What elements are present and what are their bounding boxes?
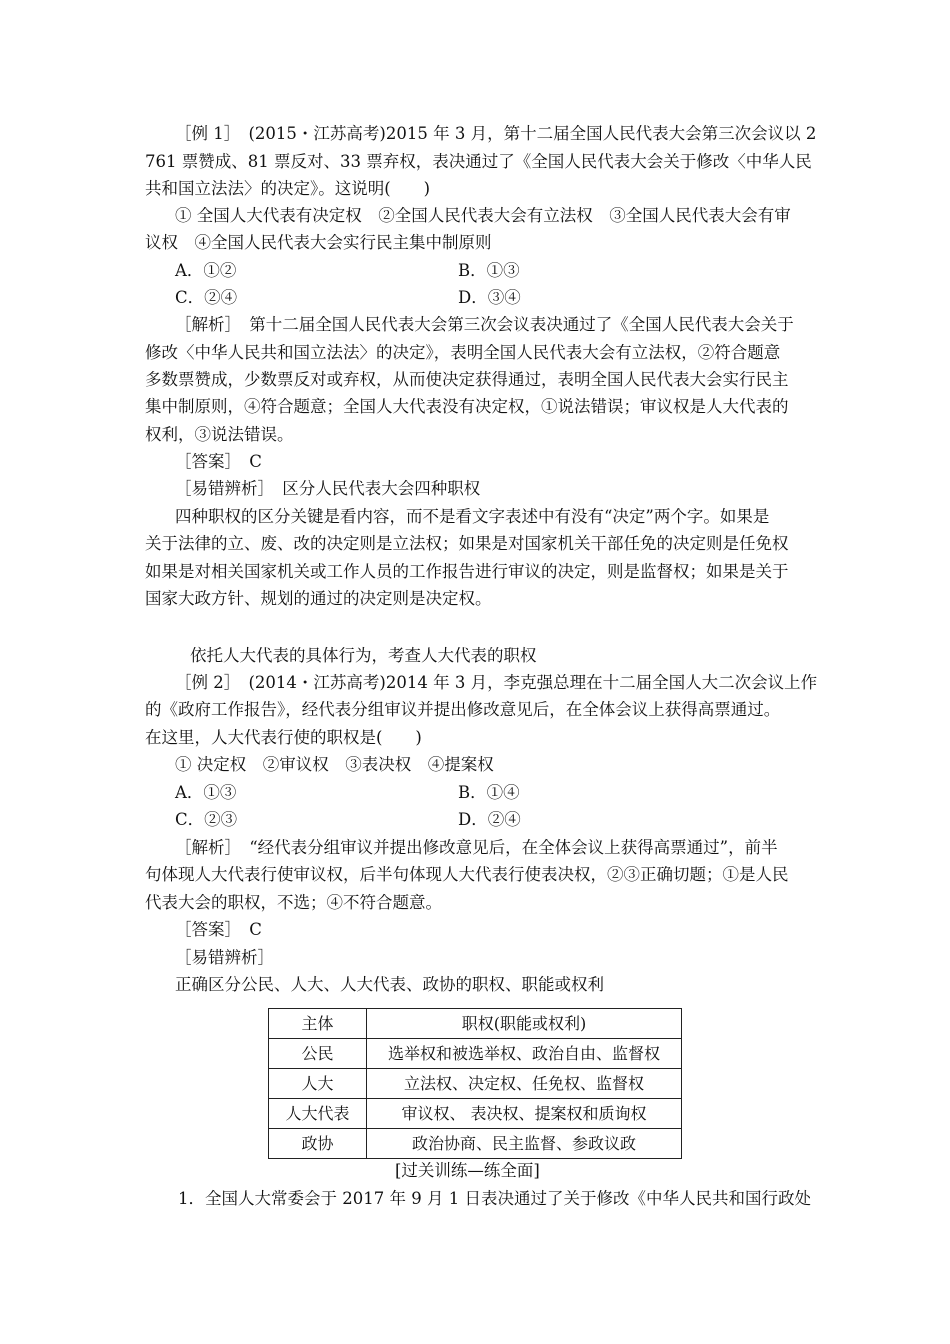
example2-line-3: 在这里，人大代表行使的职权是( ) bbox=[145, 728, 422, 747]
example2-option-b: B．①④ bbox=[458, 783, 520, 802]
table-cell-powers: 选举权和被选举权、政治自由、监督权 bbox=[367, 1039, 682, 1069]
table-cell-subject: 人大代表 bbox=[269, 1099, 367, 1129]
table-cell-powers: 审议权、 表决权、提案权和质询权 bbox=[367, 1099, 682, 1129]
example2-statements: ① 决定权 ②审议权 ③表决权 ④提案权 bbox=[175, 755, 494, 774]
example2-line-1: ［例 2］ (2014・江苏高考)2014 年 3 月，李克强总理在十二届全国人大二次会议上作 bbox=[175, 673, 818, 692]
example1-analysis-5: 权利，③说法错误。 bbox=[145, 425, 294, 444]
example2-answer: ［答案］ C bbox=[175, 920, 262, 939]
example1-error-body-3: 如果是对相关国家机关或工作人员的工作报告进行审议的决定，则是监督权；如果是关于 bbox=[145, 562, 789, 581]
table-row bbox=[269, 1069, 682, 1099]
example2-option-c: C．②③ bbox=[175, 810, 238, 829]
example2-option-a: A．①③ bbox=[175, 783, 237, 802]
example1-error-title: ［易错辨析］ 区分人民代表大会四种职权 bbox=[175, 479, 481, 498]
example2-error-title: ［易错辨析］ bbox=[175, 948, 274, 967]
table-cell-subject: 政协 bbox=[269, 1129, 367, 1159]
example1-error-body-1: 四种职权的区分关键是看内容，而不是看文字表述中有没有“决定”两个字。如果是 bbox=[175, 507, 770, 526]
table-header-cell: 主体 bbox=[269, 1009, 367, 1039]
table-header-cell: 职权(职能或权利) bbox=[367, 1009, 682, 1039]
example2-analysis-1: ［解析］ “经代表分组审议并提出修改意见后，在全体会议上获得高票通过”，前半 bbox=[175, 838, 778, 857]
example1-option-d: D．③④ bbox=[458, 288, 521, 307]
powers-table bbox=[268, 1008, 682, 1159]
table-cell-subject: 公民 bbox=[269, 1039, 367, 1069]
table-row bbox=[269, 1099, 682, 1129]
table-cell-powers: 政治协商、民主监督、参政议政 bbox=[367, 1129, 682, 1159]
example1-option-c: C．②④ bbox=[175, 288, 238, 307]
example1-line-2: 761 票赞成、81 票反对、33 票弃权，表决通过了《全国人民代表大会关于修改〈中华人民 bbox=[145, 152, 812, 171]
example1-option-a: A．①② bbox=[175, 261, 237, 280]
example1-line-3: 共和国立法法〉的决定》。这说明( ) bbox=[145, 179, 431, 198]
example1-line-1: ［例 1］ (2015・江苏高考)2015 年 3 月，第十二届全国人民代表大会第三次会议以 2 bbox=[175, 124, 817, 143]
section-heading: 依托人大代表的具体行为，考查人大代表的职权 bbox=[190, 646, 537, 665]
example1-error-body-4: 国家大政方针、规划的通过的决定则是决定权。 bbox=[145, 589, 492, 608]
table-row bbox=[269, 1129, 682, 1159]
example1-error-body-2: 关于法律的立、废、改的决定则是立法权；如果是对国家机关干部任免的决定则是任免权 bbox=[145, 534, 789, 553]
example1-option-b: B．①③ bbox=[458, 261, 520, 280]
example2-analysis-2: 句体现人大代表行使审议权，后半句体现人大代表行使表决权，②③正确切题；①是人民 bbox=[145, 865, 789, 884]
example1-analysis-3: 多数票赞成，少数票反对或弃权，从而使决定获得通过，表明全国人民代表大会实行民主 bbox=[145, 370, 789, 389]
question-1: 1．全国人大常委会于 2017 年 9 月 1 日表决通过了关于修改《中华人民共和国行政处 bbox=[178, 1189, 811, 1208]
table-cell-subject: 人大 bbox=[269, 1069, 367, 1099]
example2-option-d: D．②④ bbox=[458, 810, 521, 829]
table-header-row bbox=[269, 1009, 682, 1039]
example2-line-2: 的《政府工作报告》，经代表分组审议并提出修改意见后，在全体会议上获得高票通过。 bbox=[145, 700, 781, 719]
example1-analysis-4: 集中制原则，④符合题意；全国人大代表没有决定权，①说法错误；审议权是人大代表的 bbox=[145, 397, 789, 416]
example1-statement-2: 议权 ④全国人民代表大会实行民主集中制原则 bbox=[145, 233, 492, 252]
example1-analysis-2: 修改〈中华人民共和国立法法〉的决定》，表明全国人民代表大会有立法权，②符合题意 bbox=[145, 343, 781, 362]
example1-answer: ［答案］ C bbox=[175, 452, 262, 471]
example2-analysis-3: 代表大会的职权，不选；④不符合题意。 bbox=[145, 893, 442, 912]
example1-statement-1: ① 全国人大代表有决定权 ②全国人民代表大会有立法权 ③全国人民代表大会有审 bbox=[175, 206, 791, 225]
example2-error-body: 正确区分公民、人大、人大代表、政协的职权、职能或权利 bbox=[175, 975, 604, 994]
table-row bbox=[269, 1039, 682, 1069]
example1-analysis-1: ［解析］ 第十二届全国人民代表大会第三次会议表决通过了《全国人民代表大会关于 bbox=[175, 315, 794, 334]
practice-title: [过关训练—练全面] bbox=[395, 1161, 540, 1180]
table-cell-powers: 立法权、决定权、任免权、监督权 bbox=[367, 1069, 682, 1099]
